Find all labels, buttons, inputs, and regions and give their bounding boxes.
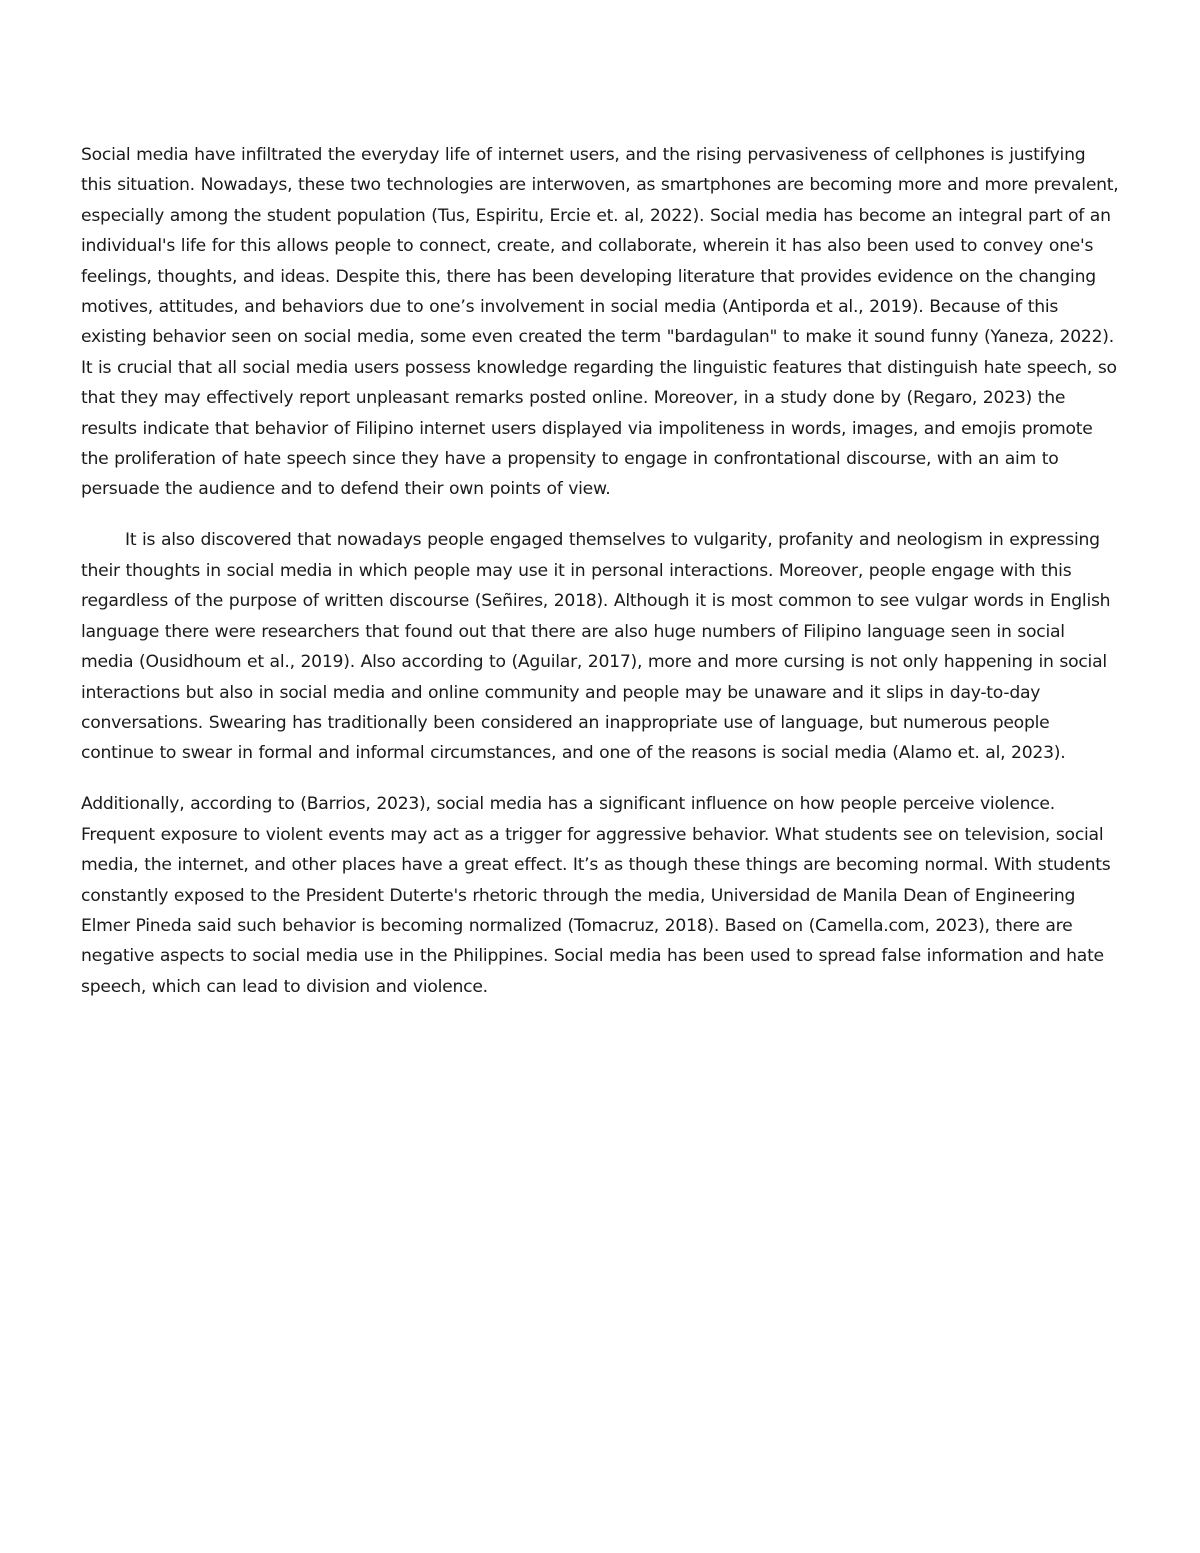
document-body <box>81 140 1121 1002</box>
paragraph-1: Social media have infiltrated the everyday life of internet users, and the rising pervasiveness of cellphones is justifying this situation. Nowadays, these two technologies are interwoven, as smartphones are becoming more and more prevalent, especially among the student population (Tus, Espiritu, Ercie et. al, 2022). Social media has become an integral part of an individual's life for this allows people to connect, create, and collaborate, wherein it has also been used to convey one's feelings, thoughts, and ideas. Despite this, there has been developing literature that provides evidence on the changing motives, attitudes, and behaviors due to one’s involvement in social media (Antiporda et al., 2019). Because of this existing behavior seen on social media, some even created the term "bardagulan" to make it sound funny (Yaneza, 2022). It is crucial that all social media users possess knowledge regarding the linguistic features that distinguish hate speech, so that they may effectively report unpleasant remarks posted online. Moreover, in a study done by (Regaro, 2023) the results indicate that behavior of Filipino internet users displayed via impoliteness in words, images, and emojis promote the proliferation of hate speech since they have a propensity to engage in confrontational discourse, with an aim to persuade the audience and to defend their own points of view. <box>81 145 1119 500</box>
paragraph-2: It is also discovered that nowadays people engaged themselves to vulgarity, profanity and neologism in expressing their thoughts in social media in which people may use it in personal interactions. Moreover, people engage with this regardless of the purpose of written discourse (Señires, 2018). Although it is most common to see vulgar words in English language there were researchers that found out that there are also huge numbers of Filipino language seen in social media (Ousidhoum et al., 2019). Also according to (Aguilar, 2017), more and more cursing is not only happening in social interactions but also in social media and online community and people may be unaware and it slips in day-to-day conversations. Swearing has traditionally been considered an inappropriate use of language, but numerous people continue to swear in formal and informal circumstances, and one of the reasons is social media (Alamo et. al, 2023). <box>81 530 1111 764</box>
paragraph-3: Additionally, according to (Barrios, 2023), social media has a significant influence on how people perceive violence. Frequent exposure to violent events may act as a trigger for aggressive behavior. What students see on television, social media, the internet, and other places have a great effect. It’s as though these things are becoming normal. With students constantly exposed to the President Duterte's rhetoric through the media, Universidad de Manila Dean of Engineering Elmer Pineda said such behavior is becoming normalized (Tomacruz, 2018). Based on (Camella.com, 2023), there are negative aspects to social media use in the Philippines. Social media has been used to spread false information and hate speech, which can lead to division and violence. <box>81 794 1111 997</box>
